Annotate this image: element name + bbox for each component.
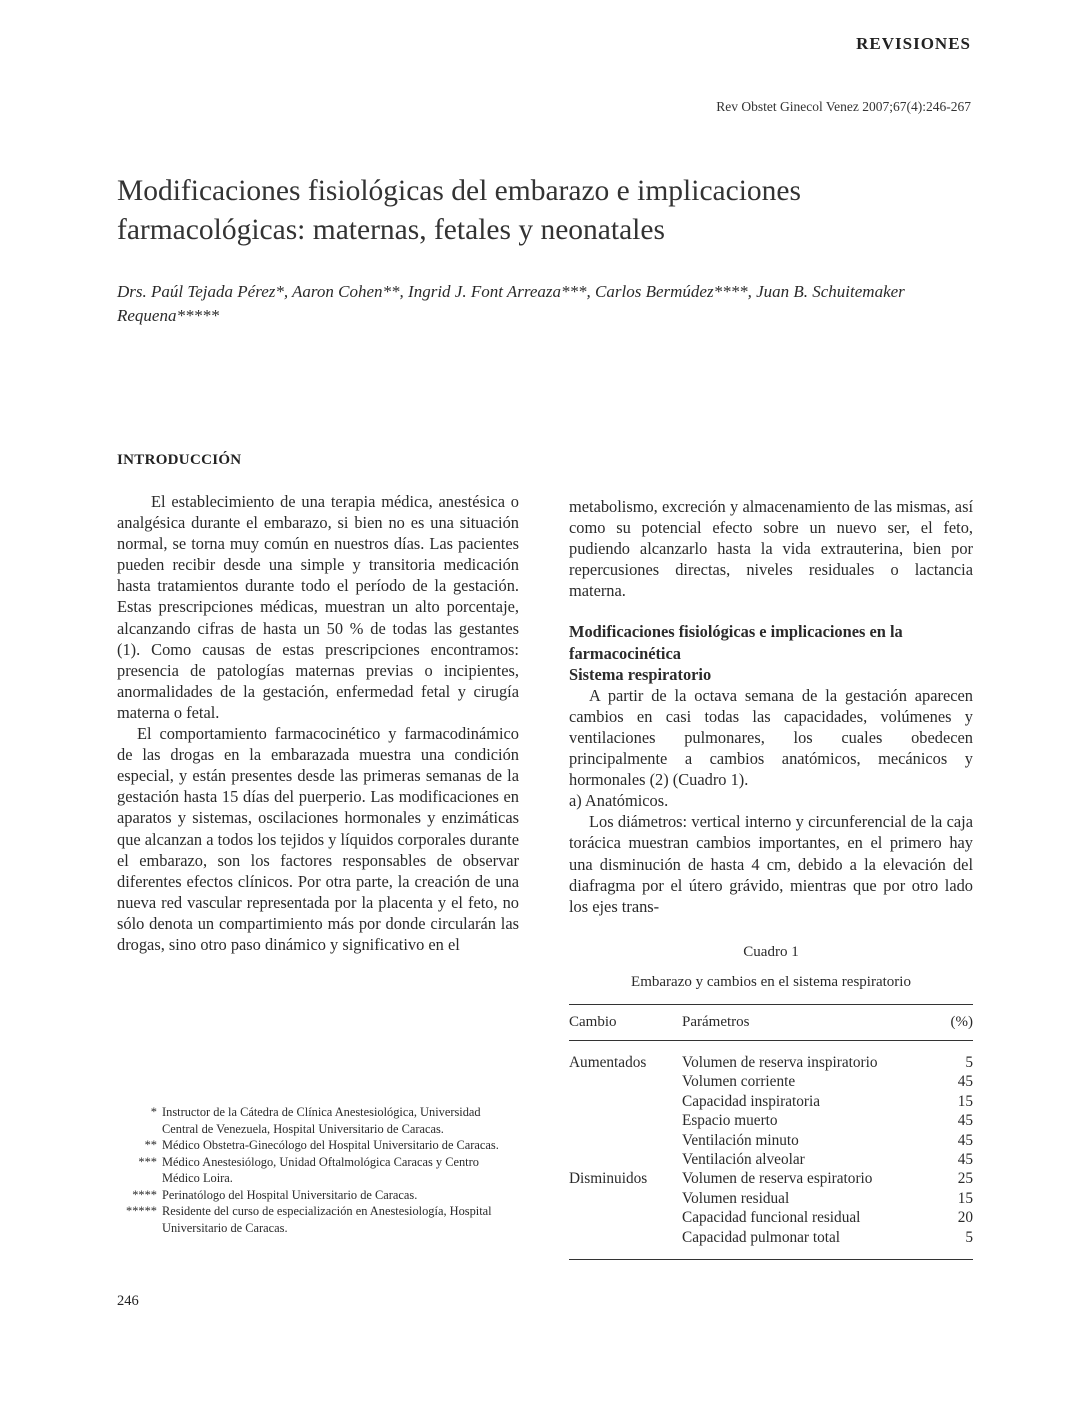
table-cell-param: Capacidad pulmonar total — [682, 1228, 841, 1246]
footnote-text: Perinatólogo del Hospital Universitario de Caracas. — [162, 1187, 418, 1202]
table-cell-group — [569, 1150, 682, 1169]
anatomic-item: a) Anatómicos. — [569, 791, 669, 811]
section-label: REVISIONES — [856, 34, 971, 53]
table-header-cell: Parámetros — [682, 1014, 750, 1030]
subsection-heading: Sistema respiratorio — [569, 664, 712, 684]
table-cell-value: 45 — [957, 1073, 973, 1091]
table-header-cell: Cambio — [569, 1014, 617, 1030]
table-cell-value: 20 — [957, 1209, 973, 1227]
table-cell-param: Espacio muerto — [682, 1112, 778, 1130]
table-cell-value: 45 — [957, 1151, 973, 1169]
table-cell-param: Capacidad inspiratoria — [682, 1092, 821, 1110]
table-row — [569, 1131, 973, 1150]
table-cell-group — [569, 1092, 682, 1111]
intro-paragraph-2: El comportamiento farmacocinético y farmacodinámico de las drogas en la embarazada muestra una condición especial, y están presentes desde las primeras semanas de la gestación hasta 15 días del puerperio. Las modificaciones en aparatos y sistemas, oscilaciones hormonales y enzimáticas que alcanzan a todos los tejidos y líquidos corporales durante el embarazo, son los factores responsables de observar diferentes efectos clínicos. Por otra parte, la creación de una nueva red vascular representada por la placenta y el feto, no sólo denota un compartimiento más por donde circularán las drogas, sino otro paso dinámico y significativo en el — [117, 724, 519, 954]
introduction-heading: INTRODUCCIÓN — [117, 452, 242, 468]
table-row — [569, 1208, 973, 1227]
section-heading: Modificaciones fisiológicas e implicaciones en la farmacocinética — [569, 622, 903, 663]
table-cell-param: Volumen de reserva espiratorio — [682, 1170, 873, 1188]
table-cuadro-1 — [569, 942, 973, 1260]
footnote — [117, 1137, 519, 1154]
respiratory-paragraph-1: A partir de la octava semana de la gestación aparecen cambios en casi todas las capacidades, volúmenes y ventilaciones pulmonares, los cuales obedecen principalmente a cambios anatómicos, mecánicos y hormonales (2) (Cuadro 1). — [569, 685, 973, 790]
table-cell-param: Ventilación minuto — [682, 1131, 799, 1149]
footnote-text: Residente del curso de especialización en Anestesiología, Hospital Universitario de Caracas. — [162, 1204, 492, 1235]
footnote-mark: ** — [144, 1138, 157, 1152]
article-title: Modificaciones fisiológicas del embarazo e implicaciones farmacológicas: maternas, fetales y neonatales — [117, 175, 801, 246]
table-row — [569, 1189, 973, 1208]
table-cell-value: 15 — [957, 1189, 973, 1207]
table-row — [569, 1092, 973, 1111]
table-cell-group: Aumentados — [569, 1054, 647, 1071]
table-subcaption: Embarazo y cambios en el sistema respiratorio — [631, 974, 911, 990]
table-header-cell: (%) — [950, 1014, 973, 1030]
table-cell-group — [569, 1208, 682, 1227]
table-cell-group — [569, 1228, 682, 1247]
table-cell-value: 25 — [957, 1170, 973, 1188]
footnote — [117, 1104, 519, 1137]
table-cell-group — [569, 1189, 682, 1208]
table-cell-value: 5 — [965, 1228, 973, 1246]
table-row — [569, 1228, 973, 1247]
table-cell-param: Capacidad funcional residual — [682, 1209, 861, 1227]
table-cell-value: 45 — [957, 1131, 973, 1149]
footnote — [117, 1187, 519, 1204]
table-row — [569, 1150, 973, 1169]
journal-citation: Rev Obstet Ginecol Venez 2007;67(4):246-267 — [716, 99, 971, 114]
footnote-mark: * — [150, 1105, 157, 1119]
table-cell-value: 15 — [957, 1092, 973, 1110]
table-row — [569, 1169, 973, 1188]
respiratory-paragraph-2: Los diámetros: vertical interno y circunferencial de la caja torácica muestran cambios importantes, en el primero hay una disminución de hasta 4 cm, debido a la elevación del diafragma por el útero grávido, mientras que por otro lado los ejes trans- — [569, 812, 973, 916]
table-bottom-rule — [569, 1259, 973, 1260]
table-body — [569, 1041, 973, 1259]
table-cell-param: Volumen de reserva inspiratorio — [682, 1054, 878, 1071]
table-cell-group: Disminuidos — [569, 1170, 648, 1188]
table-row — [569, 1111, 973, 1130]
footnote — [117, 1154, 519, 1187]
footnote-text: Médico Anestesiólogo, Unidad Oftalmológica Caracas y Centro Médico Loira. — [162, 1154, 479, 1185]
table-caption: Cuadro 1 — [743, 944, 799, 960]
intro-paragraph-1: El establecimiento de una terapia médica, anestésica o analgésica durante el embarazo, si bien no es una situación normal, se torna muy común en nuestros días. Las pacientes pueden recibir desde una simple y transitoria medicación hasta tratamientos durante todo el período de la gestación. Estas prescripciones médicas, muestran un alto porcentaje, alcanzando cifras de hasta un 50 % de todas las gestantes (1). Como causas de estas prescripciones encontramos: presencia de patologías maternas previas o incipientes, anormalidades de la gestación, enfermedad fetal y cirugía materna o fetal. — [117, 492, 519, 722]
table-cell-group — [569, 1111, 682, 1130]
footnotes — [117, 1104, 519, 1236]
table-row — [569, 1053, 973, 1072]
article-authors: Drs. Paúl Tejada Pérez*, Aaron Cohen**, Ingrid J. Font Arreaza***, Carlos Bermúdez****, Juan B. Schuitemaker Requena***** — [117, 282, 905, 325]
table-cell-value: 5 — [965, 1054, 973, 1071]
footnote-mark: *** — [138, 1154, 157, 1169]
right-column — [569, 496, 973, 917]
table-cell-group — [569, 1072, 682, 1091]
table-cell-param: Volumen corriente — [682, 1073, 796, 1091]
table-row — [569, 1072, 973, 1091]
footnote-mark: **** — [132, 1187, 157, 1202]
footnote-text: Instructor de la Cátedra de Clínica Anestesiológica, Universidad Central de Venezuela, Hospital Universitario de Caracas. — [162, 1105, 481, 1136]
page-number: 246 — [117, 1293, 139, 1309]
table-cell-group — [569, 1131, 682, 1150]
table-cell-param: Volumen residual — [682, 1189, 790, 1207]
table-header-row — [569, 1005, 973, 1040]
footnote-text: Médico Obstetra-Ginecólogo del Hospital Universitario de Caracas. — [162, 1138, 499, 1152]
table-cell-param: Ventilación alveolar — [682, 1151, 805, 1169]
footnote — [117, 1203, 519, 1236]
intro-paragraph-2-continued: metabolismo, excreción y almacenamiento de las mismas, así como su potencial efecto sobre un nuevo ser, el feto, pudiendo alcanzarlo hasta la vida extrauterina, bien por repercusiones directas, niveles residuales o lactancia materna. — [569, 497, 973, 601]
footnote-mark: ***** — [126, 1204, 157, 1218]
left-column — [117, 491, 519, 955]
table-cell-value: 45 — [957, 1112, 973, 1130]
